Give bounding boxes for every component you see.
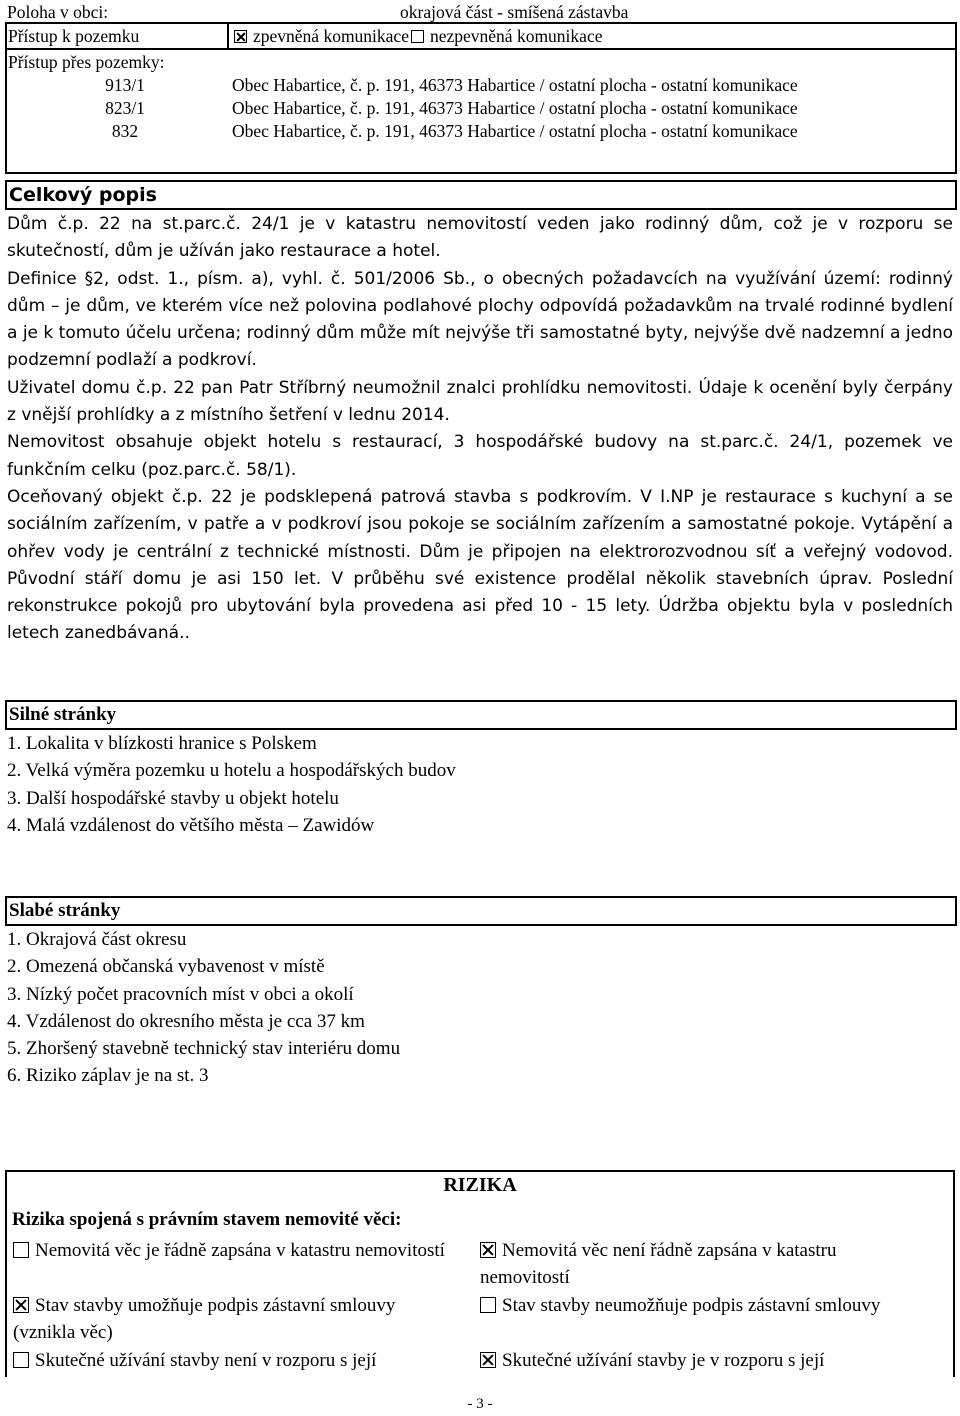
list-item: 1. Lokalita v blízkosti hranice s Polskem [7, 733, 317, 754]
risks-box [5, 1170, 955, 1377]
checkbox-use-conflict[interactable] [480, 1352, 496, 1368]
list-item: 2. Velká výměra pozemku u hotelu a hospodářských budov [7, 760, 456, 782]
parcel-owner: Obec Habartice, č. p. 191, 46373 Habartice / ostatní plocha - ostatní komunikace [232, 98, 798, 118]
description-paragraph: Nemovitost obsahuje objekt hotelu s restaurací, 3 hospodářské budovy na st.parc.č. 24/1, pozemek ve funkčním celku (poz.parc.č. 58/1). [7, 432, 953, 480]
description-paragraph: Definice §2, odst. 1., písm. a), vyhl. č. 501/2006 Sb., o obecných požadavcích na využívání území: rodinný dům – je dům, ve kterém více než polovina podlahové plochy odpovídá požadavkům na trvalé rodinné bydlení a je k tomuto účelu určena; rodinný dům může mít nejvýše tři samostatné byty, nejvýše dvě nadzemní a jedno podzemní podlaží a podkroví. [7, 268, 953, 371]
risk-option-text: Stav stavby umožňuje podpis zástavní smlouvy (vznikla věc) [13, 1295, 396, 1343]
parcel-row [5, 96, 955, 120]
checkbox-use-not-conflict[interactable] [13, 1352, 29, 1368]
location-label: Poloha v obci: [7, 2, 109, 22]
parcel-row [5, 73, 955, 97]
risk-option-text: Nemovitá věc je řádně zapsána v katastru nemovitostí [35, 1240, 445, 1261]
list-item: 2. Omezená občanská vybavenost v místě [7, 956, 325, 978]
option-unpaved-road: nezpevněná komunikace [429, 26, 603, 46]
strengths-list [7, 730, 953, 839]
list-item: 3. Další hospodářské stavby u objekt hotelu [7, 787, 339, 809]
checkbox-paved-road[interactable] [234, 30, 247, 43]
list-item: 6. Riziko záplav je na st. 3 [7, 1065, 209, 1087]
list-item: 3. Nízký počet pracovních míst v obci a okolí [7, 983, 354, 1005]
weaknesses-title: Slabé stránky [5, 896, 957, 926]
page-number: - 3 - [467, 1396, 493, 1412]
description-paragraph: Oceňovaný objekt č.p. 22 je podsklepená patrová stavba s podkrovím. V I.NP je restaurace s kuchyní a se sociálním zařízením, v patře a v podkroví jsou pokoje se sociálním zařízením a samostatné pokoje. Vytápění a ohřev vody je centrální z technické místnosti. Dům je připojen na elektrorozvodnou síť a veřejný vodovod. Původní stáří domu je asi 150 let. V průběhu své existence prodělal několik stavebních úprav. Poslední rekonstrukce pokojů pro ubytování byla provedena asi před 10 - 15 lety. Údržba objektu byla v posledních letech zanedbávaná.. [7, 486, 953, 644]
strengths-title: Silné stránky [5, 700, 957, 730]
description-paragraph: Dům č.p. 22 na st.parc.č. 24/1 je v katastru nemovitostí veden jako rodinný dům, což je v rozporu se skutečností, dům je užíván jako restaurace a hotel. [7, 214, 953, 262]
checkbox-pledge-allowed[interactable] [13, 1297, 29, 1313]
access-options [234, 24, 602, 48]
risk-option-left [13, 1292, 453, 1346]
risks-subtitle: Rizika spojená s právním stavem nemovité věci: [12, 1209, 402, 1230]
description-title: Celkový popis [5, 180, 957, 210]
option-paved-road: zpevněná komunikace [253, 26, 409, 46]
parcel-row [5, 119, 955, 143]
list-item: 4. Vzdálenost do okresního města je cca 37 km [7, 1010, 365, 1032]
parcel-owner: Obec Habartice, č. p. 191, 46373 Habartice / ostatní plocha - ostatní komunikace [232, 121, 798, 141]
risk-option-right [480, 1347, 920, 1374]
risk-option-right [480, 1237, 920, 1291]
parcel-ref: 913/1 [105, 75, 145, 95]
risk-option-text: Stav stavby neumožňuje podpis zástavní smlouvy [502, 1295, 881, 1316]
list-item: 5. Zhoršený stavebně technický stav interiéru domu [7, 1038, 401, 1060]
description-body [7, 211, 953, 648]
access-label: Přístup k pozemku [8, 26, 140, 46]
parcel-ref: 832 [111, 121, 139, 141]
list-item: 1. Okrajová část okresu [7, 929, 187, 950]
risks-title: RIZIKA [443, 1174, 517, 1196]
risk-option-text: Skutečné užívání stavby je v rozporu s její [502, 1350, 825, 1371]
weaknesses-list [7, 926, 953, 1090]
risk-option-right [480, 1292, 920, 1319]
checkbox-unpaved-road[interactable] [411, 30, 424, 43]
parcel-owner: Obec Habartice, č. p. 191, 46373 Habartice / ostatní plocha - ostatní komunikace [232, 75, 798, 95]
checkbox-not-registered[interactable] [480, 1242, 496, 1258]
parcel-ref: 823/1 [105, 98, 145, 118]
risk-option-left [13, 1347, 453, 1374]
location-value: okrajová část - smíšená zástavba [400, 2, 629, 22]
risk-option-text: Nemovitá věc není řádně zapsána v katastru nemovitostí [480, 1240, 837, 1288]
checkbox-registered[interactable] [13, 1242, 29, 1258]
risk-option-text: Skutečné užívání stavby není v rozporu s její [35, 1350, 377, 1371]
parcels-label: Přístup přes pozemky: [8, 52, 165, 72]
description-paragraph: Uživatel domu č.p. 22 pan Patr Stříbrný neumožnil znalci prohlídku nemovitosti. Údaje k ocenění byly čerpány z vnější prohlídky a z místního šetření v lednu 2014. [7, 377, 953, 426]
checkbox-pledge-not-allowed[interactable] [480, 1297, 496, 1313]
list-item: 4. Malá vzdálenost do většího města – Zawidów [7, 814, 375, 836]
divider [227, 22, 229, 50]
risk-option-left [13, 1237, 453, 1264]
